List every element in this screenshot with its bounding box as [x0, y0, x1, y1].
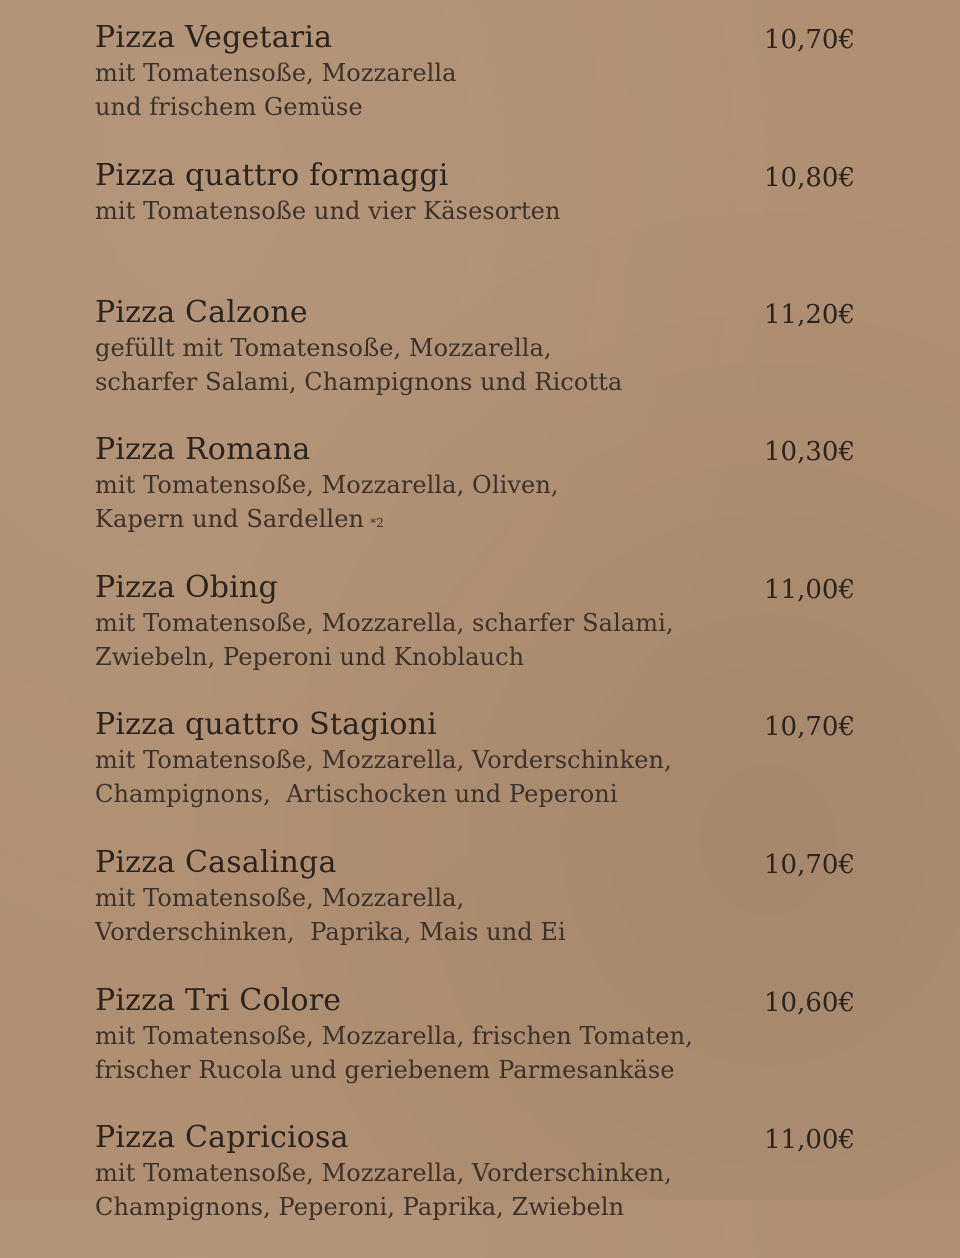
item-description-line: mit Tomatensoße, Mozzarella	[95, 59, 457, 87]
item-price: 10,70€	[764, 25, 855, 55]
menu-item-quattro-formaggi	[95, 158, 855, 296]
item-description-line: scharfer Salami, Champignons und Ricotta	[95, 368, 623, 397]
pizza-menu	[95, 20, 855, 1258]
item-description	[95, 194, 855, 228]
item-name: Pizza Vegetaria	[95, 20, 333, 55]
item-description	[95, 1019, 855, 1087]
menu-item-capriciosa	[95, 1120, 855, 1258]
item-name: Pizza Romana	[95, 432, 311, 468]
item-price: 10,70€	[764, 712, 855, 743]
item-description-line: und frischem Gemüse	[95, 93, 363, 121]
item-price: 11,20€	[764, 300, 855, 331]
item-description-text: Kapern und Sardellen	[95, 505, 365, 534]
item-price: 10,80€	[764, 162, 855, 193]
item-description-line: Champignons, Artischocken und Peperoni	[95, 780, 618, 809]
item-description-line: mit Tomatensoße, Mozzarella,	[95, 883, 465, 912]
item-price: 10,30€	[764, 437, 855, 468]
item-description-line	[95, 502, 855, 540]
item-price: 11,00€	[764, 574, 855, 605]
item-description-line: mit Tomatensoße, Mozzarella, Vorderschinken,	[95, 746, 672, 775]
item-description	[95, 56, 855, 124]
footnote-marker: *2	[370, 516, 384, 531]
menu-item-quattro-stagioni	[95, 707, 855, 845]
item-description-line: mit Tomatensoße, Mozzarella, frischen Tomaten,	[95, 1021, 693, 1050]
item-name: Pizza Calzone	[95, 295, 308, 331]
menu-item-romana	[95, 432, 855, 570]
item-description-line: mit Tomatensoße, Mozzarella, Oliven,	[95, 471, 559, 500]
item-description-line: Champignons, Peperoni, Paprika, Zwiebeln	[95, 1193, 625, 1222]
menu-item-vegetaria	[95, 20, 855, 158]
item-description-line: mit Tomatensoße und vier Käsesorten	[95, 196, 561, 225]
item-name: Pizza Casalinga	[95, 844, 337, 880]
item-description-line: mit Tomatensoße, Mozzarella, Vorderschinken,	[95, 1159, 672, 1188]
item-description-line: frischer Rucola und geriebenem Parmesankäse	[95, 1055, 675, 1084]
item-price: 10,60€	[764, 987, 855, 1018]
item-price: 11,00€	[764, 1125, 855, 1156]
item-description	[95, 743, 855, 811]
menu-item-calzone	[95, 295, 855, 399]
item-name: Pizza Obing	[95, 569, 278, 605]
item-description-line: mit Tomatensoße, Mozzarella, scharfer Salami,	[95, 608, 674, 637]
item-description	[95, 881, 855, 949]
menu-item-obing	[95, 570, 855, 708]
item-description	[95, 468, 855, 540]
item-price: 10,70€	[764, 849, 855, 880]
item-description	[95, 606, 855, 674]
item-description	[95, 331, 855, 399]
item-name: Pizza Tri Colore	[95, 982, 342, 1018]
item-description	[95, 1156, 855, 1224]
item-description-line: gefüllt mit Tomatensoße, Mozzarella,	[95, 334, 552, 363]
menu-item-casalinga	[95, 845, 855, 983]
item-description-line: Vorderschinken, Paprika, Mais und Ei	[95, 917, 566, 946]
menu-item-tri-colore	[95, 983, 855, 1121]
item-name: Pizza quattro Stagioni	[95, 707, 437, 743]
item-description-line: Zwiebeln, Peperoni und Knoblauch	[95, 642, 525, 671]
item-name: Pizza quattro formaggi	[95, 157, 449, 193]
item-name: Pizza Capriciosa	[95, 1120, 349, 1156]
